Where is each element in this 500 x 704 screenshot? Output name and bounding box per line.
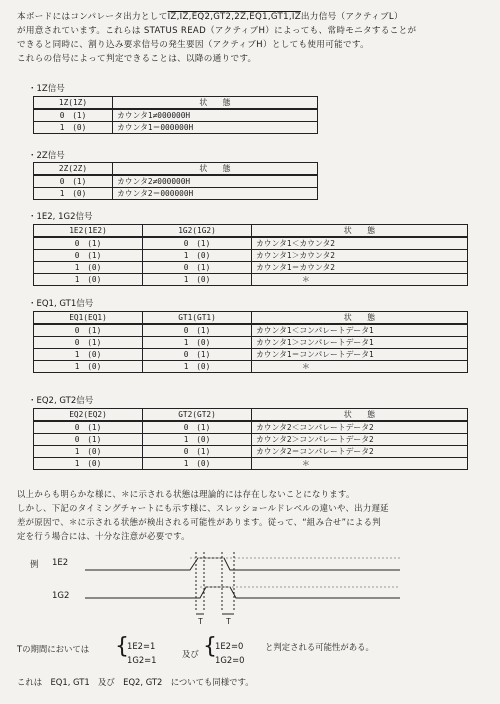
table-header: 2Z(2Z) (34, 163, 113, 176)
table-cell: 0 (1) (143, 421, 252, 434)
table-cell: カウンタ1＝カウンタ2 (252, 262, 468, 274)
table-cell: カウンタ2≠000000H (113, 175, 318, 188)
table-cell: カウンタ1＞カウンタ2 (252, 250, 468, 262)
para-line-4: 定を行う場合には、十分な注意が必要です。 (17, 531, 190, 541)
cond2-b: 1G2=0 (215, 655, 245, 665)
para-line-2: しかし、下記のタイミングチャートにも示す様に、スレッショールドレベルの違いや、出力遅延 (17, 503, 389, 513)
waveform-1g2 (85, 587, 400, 598)
table-cell: 0 (1) (34, 337, 143, 349)
table-cell: 1 (0) (34, 458, 143, 470)
table-cell: カウンタ2＝000000H (113, 188, 318, 200)
table-header: 状 態 (113, 97, 318, 110)
table-cell: 0 (1) (34, 324, 143, 337)
table-cell: 0 (1) (34, 109, 113, 122)
table-header: 1Z(1Z) (34, 97, 113, 110)
table-header: 状 態 (252, 312, 468, 325)
example-label: 例 (30, 560, 39, 570)
table-cell: 1 (0) (143, 361, 252, 373)
table-cell: 0 (1) (34, 175, 113, 188)
intro-signal-list: IZ,IZ,EQ2,GT2,2Z,EQ1,GT1,IZ (167, 12, 301, 22)
table-cell: カウンタ1＝コンパレートデータ1 (252, 349, 468, 361)
table-cell: ＊ (252, 274, 468, 286)
table-cell: 1 (0) (34, 349, 143, 361)
brace-right: { (203, 634, 217, 659)
table-cell: 1 (0) (34, 262, 143, 274)
table-cell: 1 (0) (143, 274, 252, 286)
table-cell: カウンタ2＝コンパレートデータ2 (252, 446, 468, 458)
intro-line-2: が用意されています。これらは STATUS READ（アクティブH）によっても、常時モニタすることが (17, 26, 417, 36)
t-label-left: T (198, 617, 203, 626)
table-cell: カウンタ1＜コンパレートデータ1 (252, 324, 468, 337)
table-cell: カウンタ1＜カウンタ2 (252, 237, 468, 250)
table-cell: カウンタ1＞コンパレートデータ1 (252, 337, 468, 349)
table-cell: 1 (0) (34, 122, 113, 134)
section-title-1e2-1g2: ・1E2, 1G2信号 (28, 212, 93, 222)
table-cell: 0 (1) (34, 237, 143, 250)
cond1-a: 1E2=1 (127, 641, 156, 651)
table-cell: カウンタ1＝000000H (113, 122, 318, 134)
table-header: GT1(GT1) (143, 312, 252, 325)
table-cell: カウンタ2＜コンパレートデータ2 (252, 421, 468, 434)
final-note: これは EQ1, GT1 及び EQ2, GT2 についても同様です。 (17, 677, 254, 687)
cond2-a: 1E2=0 (215, 641, 244, 651)
table-header: EQ1(EQ1) (34, 312, 143, 325)
table-header: EQ2(EQ2) (34, 409, 143, 422)
cond-suffix: と判定される可能性がある。 (265, 642, 374, 652)
intro-text-a: 本ボードにはコンパレータ出力として (17, 12, 168, 22)
table-cell: 1 (0) (34, 446, 143, 458)
section-title-2z: ・2Z信号 (28, 151, 65, 161)
table-header: 状 態 (252, 409, 468, 422)
table-cell: 0 (1) (143, 237, 252, 250)
para-line-1: 以上からも明らかな様に、＊に示される状態は理論的には存在しないことになります。 (17, 489, 355, 499)
table-cell: 0 (1) (143, 446, 252, 458)
signal-label-1e2: 1E2 (52, 558, 69, 568)
table-cell: 1 (0) (143, 337, 252, 349)
table-cell: ＊ (252, 458, 468, 470)
table-header: GT2(GT2) (143, 409, 252, 422)
table-header: 1G2(1G2) (143, 225, 252, 238)
table-header: 1E2(1E2) (34, 225, 143, 238)
table-header: 状 態 (252, 225, 468, 238)
para-line-3: 差が原因で、＊に示される状態が検出される可能性があります。従って、“組み合せ”による判 (17, 517, 381, 527)
section-title-eq1-gt1: ・EQ1, GT1信号 (28, 299, 94, 309)
waveform-1e2 (85, 558, 400, 570)
table-cell: 1 (0) (34, 188, 113, 200)
and-label: 及び (182, 649, 199, 659)
signal-label-1g2: 1G2 (52, 591, 70, 601)
table-cell: カウンタ2＞コンパレートデータ2 (252, 434, 468, 446)
section-title-eq2-gt2: ・EQ2, GT2信号 (28, 396, 94, 406)
table-cell: 0 (1) (143, 349, 252, 361)
intro-line-4: これらの信号によって判定できることは、以降の通りです。 (17, 54, 257, 64)
brace-left: { (115, 634, 129, 659)
table-cell: 0 (1) (34, 421, 143, 434)
table-cell: 0 (1) (34, 434, 143, 446)
t-label-right: T (226, 617, 231, 626)
table-cell: 1 (0) (143, 250, 252, 262)
intro-line-3: できると同時に、割り込み要求信号の発生要因（アクティブH）としても使用可能です。 (17, 40, 369, 50)
table-cell: 1 (0) (143, 434, 252, 446)
table-cell: カウンタ1≠000000H (113, 109, 318, 122)
intro-text-b: 出力信号（アクティブL） (300, 12, 403, 22)
table-header: 状 態 (113, 163, 318, 176)
table-cell: 0 (1) (34, 250, 143, 262)
table-cell: 0 (1) (143, 262, 252, 274)
section-title-1z: ・1Z信号 (28, 84, 65, 94)
table-cell: 1 (0) (143, 458, 252, 470)
table-cell: 1 (0) (34, 361, 143, 373)
cond1-b: 1G2=1 (127, 655, 157, 665)
table-cell: 1 (0) (34, 274, 143, 286)
table-cell: 0 (1) (143, 324, 252, 337)
period-prefix: Tの期間においては (17, 644, 90, 654)
table-cell: ＊ (252, 361, 468, 373)
